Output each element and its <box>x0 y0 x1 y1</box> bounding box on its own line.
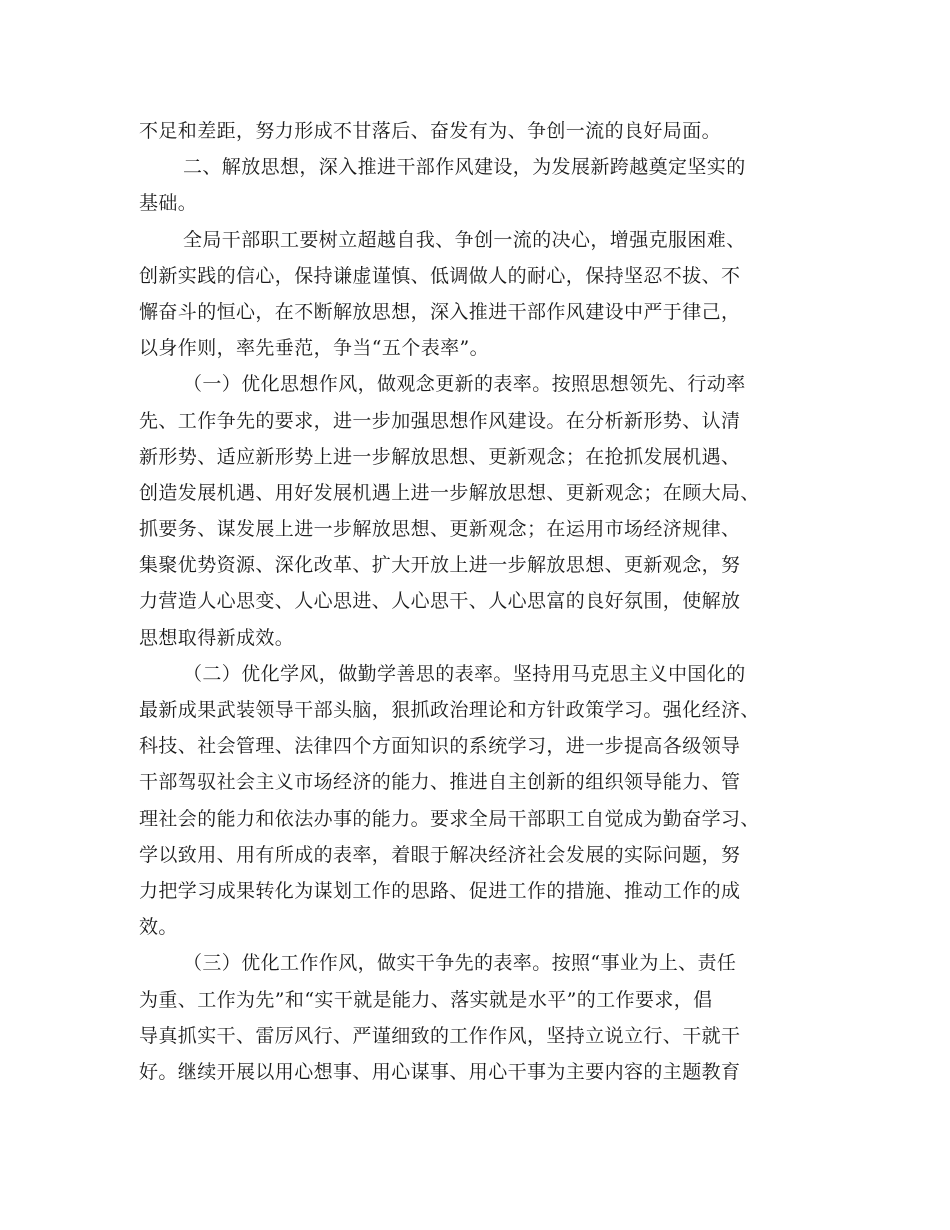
text-line: 导真抓实干、雷厉风行、严谨细致的工作作风，坚持立说立行、干就干 <box>139 1024 741 1047</box>
text-line: 为重、工作为先”和“实干就是能力、落实就是水平”的工作要求，倡 <box>139 988 713 1011</box>
paragraph-first-line: （三）优化工作作风，做实干争先的表率。按照“事业为上、责任 <box>183 952 737 975</box>
text-line: 最新成果武装领导干部头脑，狠抓政治理论和方针政策学习。强化经济、 <box>139 699 760 721</box>
text-line: 以身作则，率先垂范，争当“五个表率”。 <box>139 337 490 360</box>
text-line: 科技、社会管理、法律四个方面知识的系统学习，进一步提高各级领导 <box>139 735 741 758</box>
paragraph-first-line: （一）优化思想作风，做观念更新的表率。按照思想领先、行动率 <box>183 373 746 396</box>
section-heading-line: 基础。 <box>139 192 198 215</box>
text-line: 思想取得新成效。 <box>139 626 295 649</box>
text-line: 效。 <box>139 916 178 939</box>
text-line: 新形势、适应新形势上进一步解放思想、更新观念；在抢抓发展机遇、 <box>139 445 741 468</box>
text-line: 集聚优势资源、深化改革、扩大开放上进一步解放思想、更新观念，努 <box>139 554 741 577</box>
paragraph-first-line: （二）优化学风，做勤学善思的表率。坚持用马克思主义中国化的 <box>183 662 746 685</box>
text-line: 懈奋斗的恒心，在不断解放思想，深入推进干部作风建设中严于律己， <box>139 300 741 323</box>
text-line: 创造发展机遇、用好发展机遇上进一步解放思想、更新观念；在顾大局、 <box>139 481 760 504</box>
text-line: 力营造人心思变、人心思进、人心思干、人心思富的良好氛围，使解放 <box>139 590 741 613</box>
text-line: 创新实践的信心，保持谦虚谨慎、低调做人的耐心，保持坚忍不拔、不 <box>139 264 741 287</box>
text-line: 不足和差距，努力形成不甘落后、奋发有为、争创一流的良好局面。 <box>139 120 722 142</box>
text-line: 力把学习成果转化为谋划工作的思路、促进工作的措施、推动工作的成 <box>139 879 741 902</box>
text-line: 好。继续开展以用心想事、用心谋事、用心干事为主要内容的主题教育 <box>139 1060 741 1083</box>
section-heading-line: 二、解放思想，深入推进干部作风建设，为发展新跨越奠定坚实的 <box>183 156 746 179</box>
text-line: 理社会的能力和依法办事的能力。要求全局干部职工自觉成为勤奋学习、 <box>139 807 760 830</box>
text-line: 抓要务、谋发展上进一步解放思想、更新观念；在运用市场经济规律、 <box>139 518 741 541</box>
text-line: 干部驾驭社会主义市场经济的能力、推进自主创新的组织领导能力、管 <box>139 771 741 794</box>
paragraph-first-line: 全局干部职工要树立超越自我、争创一流的决心，增强克服困难、 <box>183 228 746 251</box>
text-line: 学以致用、用有所成的表率，着眼于解决经济社会发展的实际问题，努 <box>139 843 741 866</box>
text-line: 先、工作争先的要求，进一步加强思想作风建设。在分析新形势、认清 <box>139 409 741 432</box>
body-text <box>139 113 824 1090</box>
